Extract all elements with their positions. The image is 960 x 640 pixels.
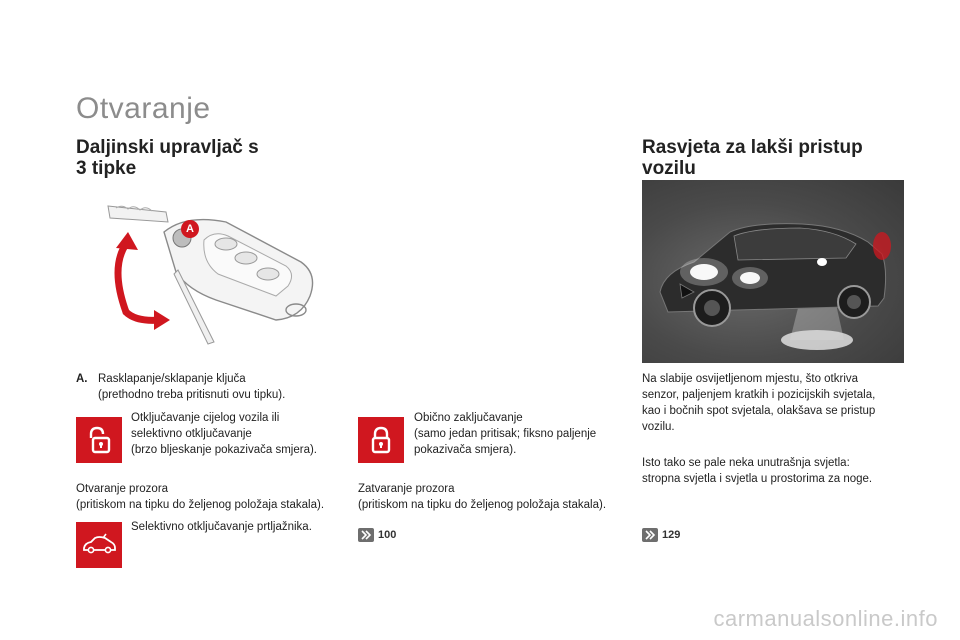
unlock-line1: Otključavanje cijelog vozila ili: [131, 412, 280, 424]
unlock-line3: (brzo bljeskanje pokazivača smjera).: [131, 444, 317, 456]
lock-line2: (samo jedan pritisak; fiksno paljenje: [414, 428, 597, 440]
page-reference-icon: [642, 528, 658, 542]
page-title: Otvaranje: [76, 92, 211, 125]
lighting-p2-line2: stropna svjetla i svjetla u prostorima za noge.: [642, 473, 873, 485]
key-fob-illustration: [96, 192, 326, 352]
section-title-lighting: [642, 137, 863, 179]
callout-a-label: A: [186, 223, 194, 235]
page-ref-100-label: 100: [378, 529, 397, 541]
page-ref-129[interactable]: [642, 528, 680, 542]
car-trunk-icon: [81, 533, 117, 557]
unlock-icon-box: [76, 417, 122, 463]
section-title-remote: [76, 137, 259, 179]
lighting-p1-line3: kao i bočnih spot svjetala, olakšava se pristup: [642, 405, 876, 417]
trunk-icon-box: [76, 522, 122, 568]
lighting-paragraph-2: [642, 455, 922, 487]
lock-padlock-icon: [366, 425, 396, 455]
lock-icon-box: [358, 417, 404, 463]
lock-line3: pokazivača smjera).: [414, 444, 517, 456]
window-close-text: [358, 481, 633, 513]
item-a-label: A.: [76, 373, 88, 385]
lighting-p1-line1: Na slabije osvijetljenom mjestu, što otkriva: [642, 373, 859, 385]
item-a: [76, 371, 336, 403]
window-open-line1: Otvaranje prozora: [76, 483, 169, 495]
lock-line1: Obično zaključavanje: [414, 412, 523, 424]
lighting-p2-line1: Isto tako se pale neka unutrašnja svjetla:: [642, 457, 850, 469]
item-a-line2: (prethodno treba pritisnuti ovu tipku).: [98, 389, 286, 401]
section-title-remote-line2: 3 tipke: [76, 158, 137, 179]
watermark: carmanualsonline.info: [713, 606, 938, 631]
callout-a: [181, 220, 199, 238]
window-close-line2: (pritiskom na tipku do željenog položaja stakala).: [358, 499, 607, 511]
section-title-lighting-line2: vozilu: [642, 158, 696, 179]
unlock-description: [131, 410, 341, 458]
unlock-line2: selektivno otključavanje: [131, 428, 252, 440]
item-a-line1: Rasklapanje/sklapanje ključa: [98, 373, 246, 385]
lighting-p1-line2: senzor, paljenjem kratkih i pozicijskih svjetala,: [642, 389, 876, 401]
lighting-p1-line4: vozilu.: [642, 421, 675, 433]
lighting-paragraph-1: [642, 371, 922, 435]
page-ref-129-label: 129: [662, 529, 681, 541]
window-open-line2: (pritiskom na tipku do željenog položaja stakala).: [76, 499, 325, 511]
window-open-text: [76, 481, 346, 513]
trunk-description: Selektivno otključavanje prtljažnika.: [131, 521, 312, 533]
page-ref-100[interactable]: [358, 528, 396, 542]
section-title-remote-line1: Daljinski upravljač s: [76, 137, 259, 158]
lock-description: [414, 410, 634, 458]
window-close-line1: Zatvaranje prozora: [358, 483, 455, 495]
car-night-photo: [642, 180, 904, 363]
section-title-lighting-line1: Rasvjeta za lakši pristup: [642, 137, 863, 158]
unlock-padlock-icon: [84, 425, 114, 455]
page-reference-icon: [358, 528, 374, 542]
